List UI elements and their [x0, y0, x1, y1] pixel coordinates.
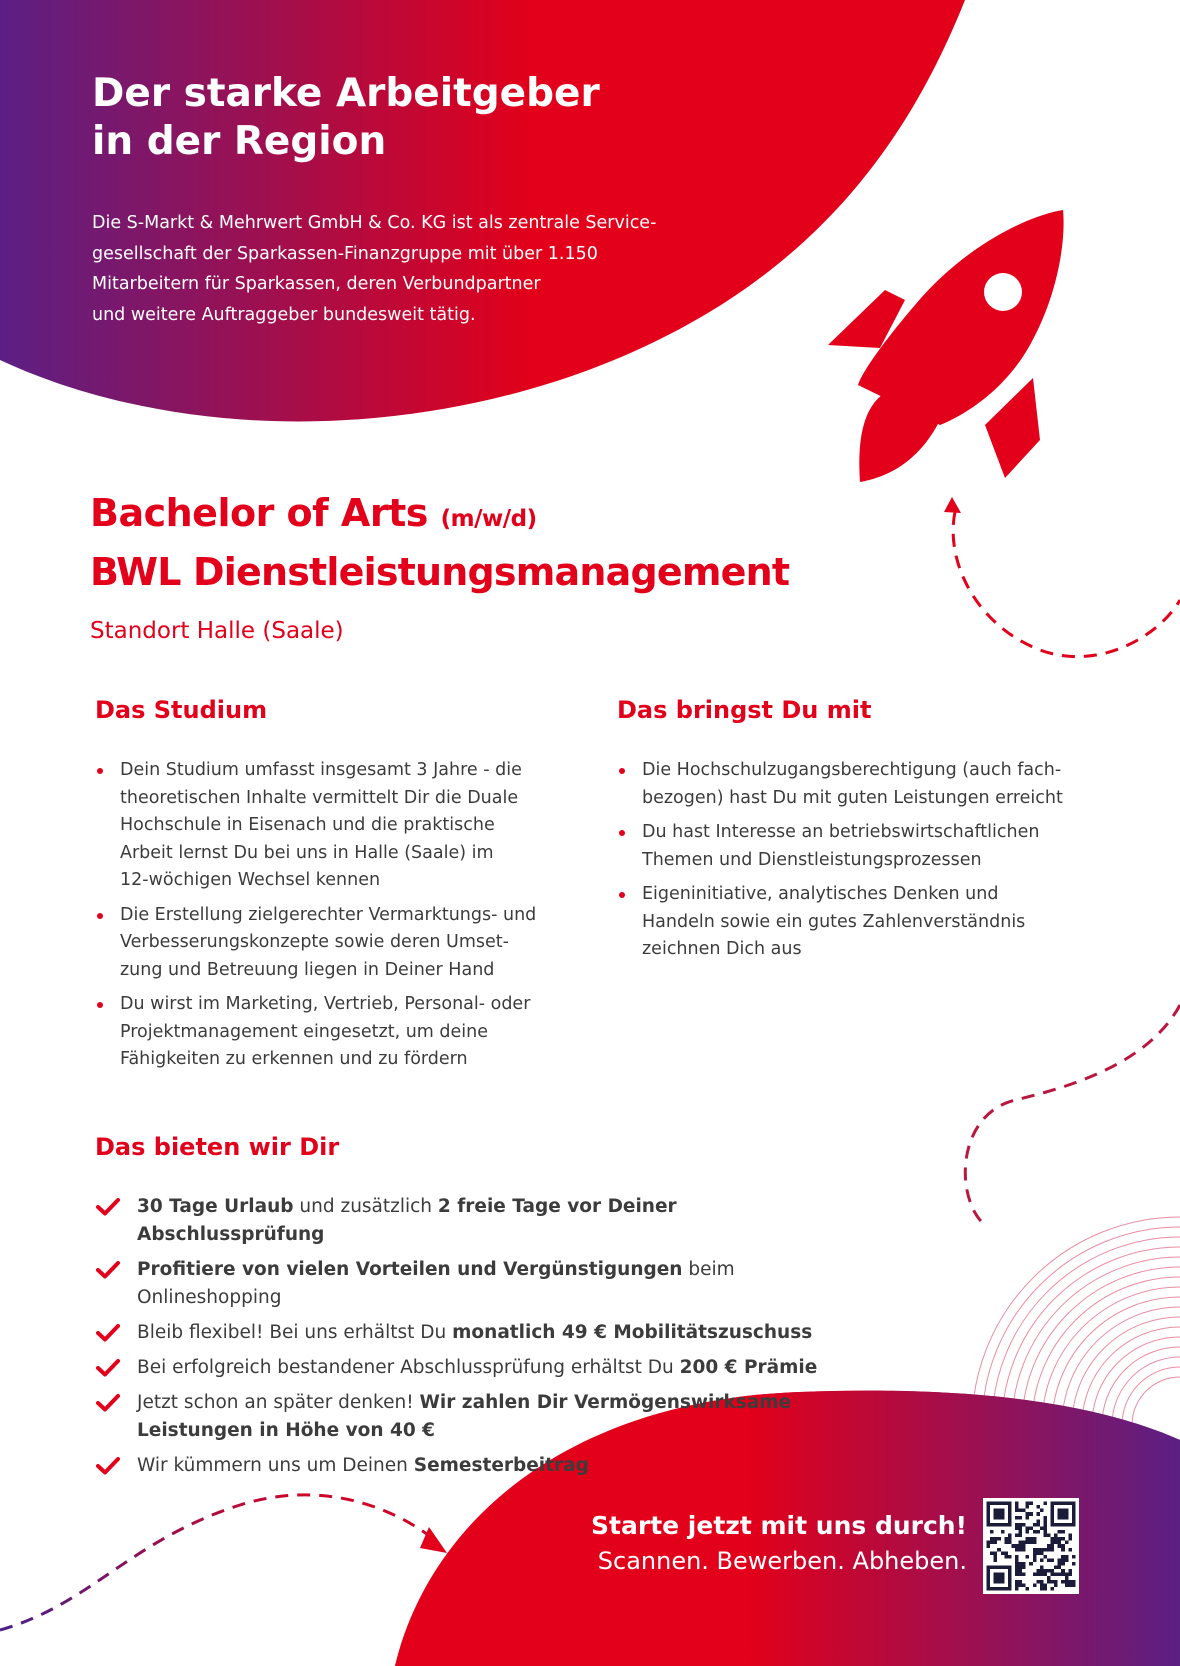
page-title: Der starke Arbeitgeber in der Region: [92, 71, 600, 164]
list-item-line: zeichnen Dich aus: [642, 939, 802, 959]
checkmark-icon: [96, 1324, 120, 1342]
bullet-dot-icon: [97, 768, 103, 774]
benefit-item: [96, 1389, 856, 1445]
checkmark-icon: [96, 1359, 120, 1377]
gender-suffix: (m/w/d): [440, 506, 537, 532]
bullet-dot-icon: [97, 913, 103, 919]
benefit-highlight: Wir zahlen Dir Vermögenswirksame: [419, 1392, 792, 1413]
list-item-line: Du wirst im Marketing, Vertrieb, Personal- oder: [120, 994, 531, 1014]
benefit-highlight: Semesterbeitrag: [413, 1455, 589, 1476]
list-item: [617, 757, 1097, 812]
call-to-action: [591, 1508, 967, 1578]
job-title-block: [90, 487, 789, 645]
list-item: [95, 757, 575, 895]
checkmark-icon: [96, 1457, 120, 1475]
list-item-line: Verbesserungskonzepte sowie deren Umset-: [120, 932, 509, 952]
bullet-dot-icon: [619, 768, 625, 774]
list-item: [95, 902, 575, 985]
job-title-line1: Bachelor of Arts (m/w/d): [90, 491, 537, 535]
list-item-line: Arbeit lernst Du bei uns in Halle (Saale) im: [120, 842, 494, 863]
benefit-text: Bleib flexibel! Bei uns erhältst Du: [137, 1322, 453, 1343]
list-item-line: Fähigkeiten zu erkennen und zu fördern: [120, 1049, 468, 1069]
company-intro: Die S-Markt & Mehrwert GmbH & Co. KG ist als zentrale Service- gesellschaft der Sparkassen-Finanzgruppe mit über 1.150 Mitarbeitern für Sparkassen, deren Verbundpartner und weitere Auftraggeber bundesweit tätig.: [92, 213, 657, 325]
bullet-dot-icon: [619, 830, 625, 836]
job-location: Standort Halle (Saale): [90, 618, 344, 644]
list-item-line: Projektmanagement eingesetzt, um deine: [120, 1021, 488, 1042]
rocket-trail: [953, 512, 1180, 657]
benefit-text: und zusätzlich: [293, 1196, 438, 1217]
list-item: [95, 991, 575, 1074]
list-item-line: 12-wöchigen Wechsel kennen: [120, 870, 381, 890]
benefit-item: [96, 1319, 856, 1347]
benefit-item: [96, 1193, 856, 1249]
checkmark-icon: [96, 1394, 120, 1412]
list-item-line: Handeln sowie ein gutes Zahlenverständnis: [642, 911, 1026, 932]
bullet-dot-icon: [619, 892, 625, 898]
bottom-dashed-arrow: [0, 1495, 435, 1630]
list-item-line: Die Erstellung zielgerechter Vermarktungs- und: [120, 904, 537, 925]
requirements-list: [617, 757, 1097, 971]
benefit-text: Wir kümmern uns um Deinen: [137, 1455, 414, 1476]
benefit-highlight: Leistungen in Höhe von 40 €: [137, 1420, 436, 1441]
section-title-studium: Das Studium: [95, 696, 268, 724]
checkmark-icon: [96, 1198, 120, 1216]
benefit-item: [96, 1354, 856, 1382]
cta-headline: Starte jetzt mit uns durch!: [591, 1511, 967, 1540]
studium-list: [95, 757, 575, 1081]
list-item-line: Die Hochschulzugangsberechtigung (auch fach-: [642, 760, 1062, 780]
benefit-text: Jetzt schon an später denken!: [137, 1392, 420, 1413]
list-item-line: Eigeninitiative, analytisches Denken und: [642, 884, 999, 904]
list-item: [617, 881, 1097, 964]
checkmark-icon: [96, 1261, 120, 1279]
benefits-list: [96, 1193, 856, 1487]
section-title-requirements: Das bringst Du mit: [617, 696, 872, 724]
benefit-highlight: 30 Tage Urlaub: [137, 1196, 294, 1217]
list-item-line: Themen und Dienstleistungsprozessen: [642, 849, 982, 870]
header: [92, 70, 732, 330]
qr-code[interactable]: [983, 1498, 1079, 1594]
list-item-line: theoretischen Inhalte vermittelt Dir die Duale: [120, 787, 519, 808]
list-item-line: bezogen) hast Du mit guten Leistungen erreicht: [642, 787, 1063, 808]
benefit-highlight: Profitiere von vielen Vorteilen und Vergünstigungen: [137, 1259, 683, 1280]
dashed-swirl: [965, 1005, 1180, 1225]
benefit-highlight: monatlich 49 € Mobilitätszuschuss: [452, 1322, 813, 1343]
benefit-highlight: 2 freie Tage vor Deiner Abschlussprüfung: [137, 1196, 677, 1245]
job-title-line2: BWL Dienstleistungsmanagement: [90, 550, 790, 594]
list-item-line: zung und Betreuung liegen in Deiner Hand: [120, 959, 495, 980]
rocket-icon: [828, 210, 1064, 482]
benefit-highlight: 200 € Prämie: [679, 1357, 818, 1378]
list-item: [617, 819, 1097, 874]
benefit-text: beim Onlineshopping: [137, 1259, 735, 1308]
list-item-line: Du hast Interesse an betriebswirtschaftlichen: [642, 822, 1040, 842]
section-title-benefits: Das bieten wir Dir: [95, 1133, 340, 1161]
list-item-line: Dein Studium umfasst insgesamt 3 Jahre - die: [120, 760, 522, 780]
list-item-line: Hochschule in Eisenach und die praktische: [120, 815, 495, 835]
bullet-dot-icon: [97, 1002, 103, 1008]
cta-tagline: Scannen. Bewerben. Abheben.: [597, 1547, 967, 1575]
benefit-item: [96, 1256, 856, 1312]
benefit-item: [96, 1452, 856, 1480]
benefit-text: Bei erfolgreich bestandener Abschlussprüfung erhältst Du: [137, 1357, 680, 1378]
